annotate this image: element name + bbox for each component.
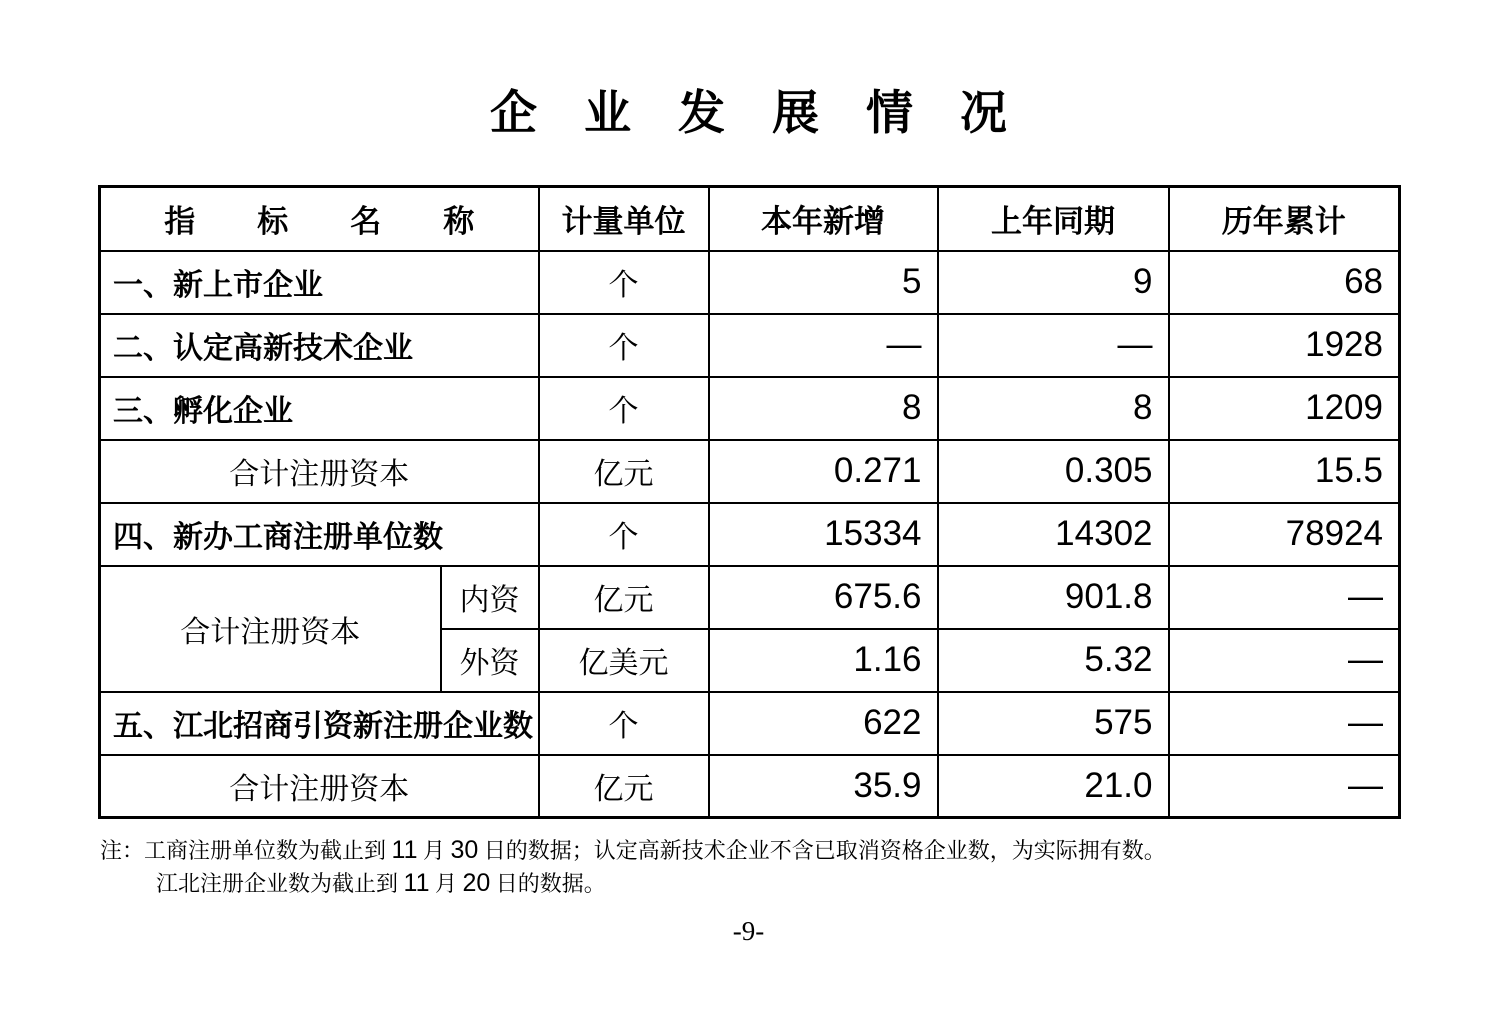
footnote-date-number: 11 [403,869,430,897]
header-unit: 计量单位 [539,187,709,251]
row-4-label: 合计注册资本 [100,440,539,503]
row-8-label: 五、江北招商引资新注册企业数 [100,692,539,755]
row-9-prev: 21.0 [938,755,1169,818]
row-2-current: — [709,314,938,377]
footnote-text: 注：工商注册单位数为截止到 [100,838,392,863]
row-6-sublabel: 内资 [441,566,539,629]
row-9-unit: 亿元 [539,755,709,818]
row-3-unit: 个 [539,377,709,440]
row-1-current: 5 [709,251,938,314]
row-5-unit: 个 [539,503,709,566]
row-8-prev: 575 [938,692,1169,755]
row-3-label: 三、孵化企业 [100,377,539,440]
page-number: -9- [732,916,765,946]
enterprise-development-table [98,185,1401,819]
row-9-label: 合计注册资本 [100,755,539,818]
row-4-prev: 0.305 [938,440,1169,503]
footnote-text: 日的数据。 [490,871,606,896]
row-2-total: 1928 [1169,314,1400,377]
row-1-total: 68 [1169,251,1400,314]
header-cumulative: 历年累计 [1169,187,1400,251]
table-row [100,503,1400,566]
table-header-row [100,187,1400,251]
row-4-current: 0.271 [709,440,938,503]
header-indicator-name: 指 标 名 称 [100,187,539,251]
row-5-current: 15334 [709,503,938,566]
row-4-unit: 亿元 [539,440,709,503]
table-row [100,314,1400,377]
row-6-7-merged-label: 合计注册资本 [100,566,441,692]
row-6-prev: 901.8 [938,566,1169,629]
row-5-total: 78924 [1169,503,1400,566]
row-7-unit: 亿美元 [539,629,709,692]
table-row [100,377,1400,440]
header-current-year: 本年新增 [709,187,938,251]
footnote-date-number: 20 [462,869,491,897]
page-title: 企 业 发 展 情 况 [490,88,1007,140]
row-9-total: — [1169,755,1400,818]
table-row [100,566,1400,629]
footnote-text: 月 [417,838,451,863]
row-4-total: 15.5 [1169,440,1400,503]
row-1-label: 一、新上市企业 [100,251,539,314]
row-2-unit: 个 [539,314,709,377]
row-8-total: — [1169,692,1400,755]
row-3-prev: 8 [938,377,1169,440]
footnote-line-1 [100,834,1420,867]
row-6-total: — [1169,566,1400,629]
row-7-total: — [1169,629,1400,692]
row-1-unit: 个 [539,251,709,314]
row-5-prev: 14302 [938,503,1169,566]
row-8-current: 622 [709,692,938,755]
header-prev-year: 上年同期 [938,187,1169,251]
row-2-prev: — [938,314,1169,377]
footnote-date-number: 11 [391,836,418,864]
row-7-sublabel: 外资 [441,629,539,692]
row-1-prev: 9 [938,251,1169,314]
row-8-unit: 个 [539,692,709,755]
footnote [100,834,1420,900]
row-7-current: 1.16 [709,629,938,692]
row-6-current: 675.6 [709,566,938,629]
table-row [100,692,1400,755]
row-5-label: 四、新办工商注册单位数 [100,503,539,566]
row-7-prev: 5.32 [938,629,1169,692]
row-3-current: 8 [709,377,938,440]
footnote-text: 月 [429,871,463,896]
table-row [100,251,1400,314]
row-6-unit: 亿元 [539,566,709,629]
footnote-text: 日的数据；认定高新技术企业不含已取消资格企业数，为实际拥有数。 [478,838,1166,863]
row-9-current: 35.9 [709,755,938,818]
table-row [100,755,1400,818]
footnote-line-2 [156,867,1420,900]
table-row [100,440,1400,503]
footnote-text: 江北注册企业数为截止到 [156,871,404,896]
row-2-label: 二、认定高新技术企业 [100,314,539,377]
row-3-total: 1209 [1169,377,1400,440]
footnote-date-number: 30 [450,836,479,864]
